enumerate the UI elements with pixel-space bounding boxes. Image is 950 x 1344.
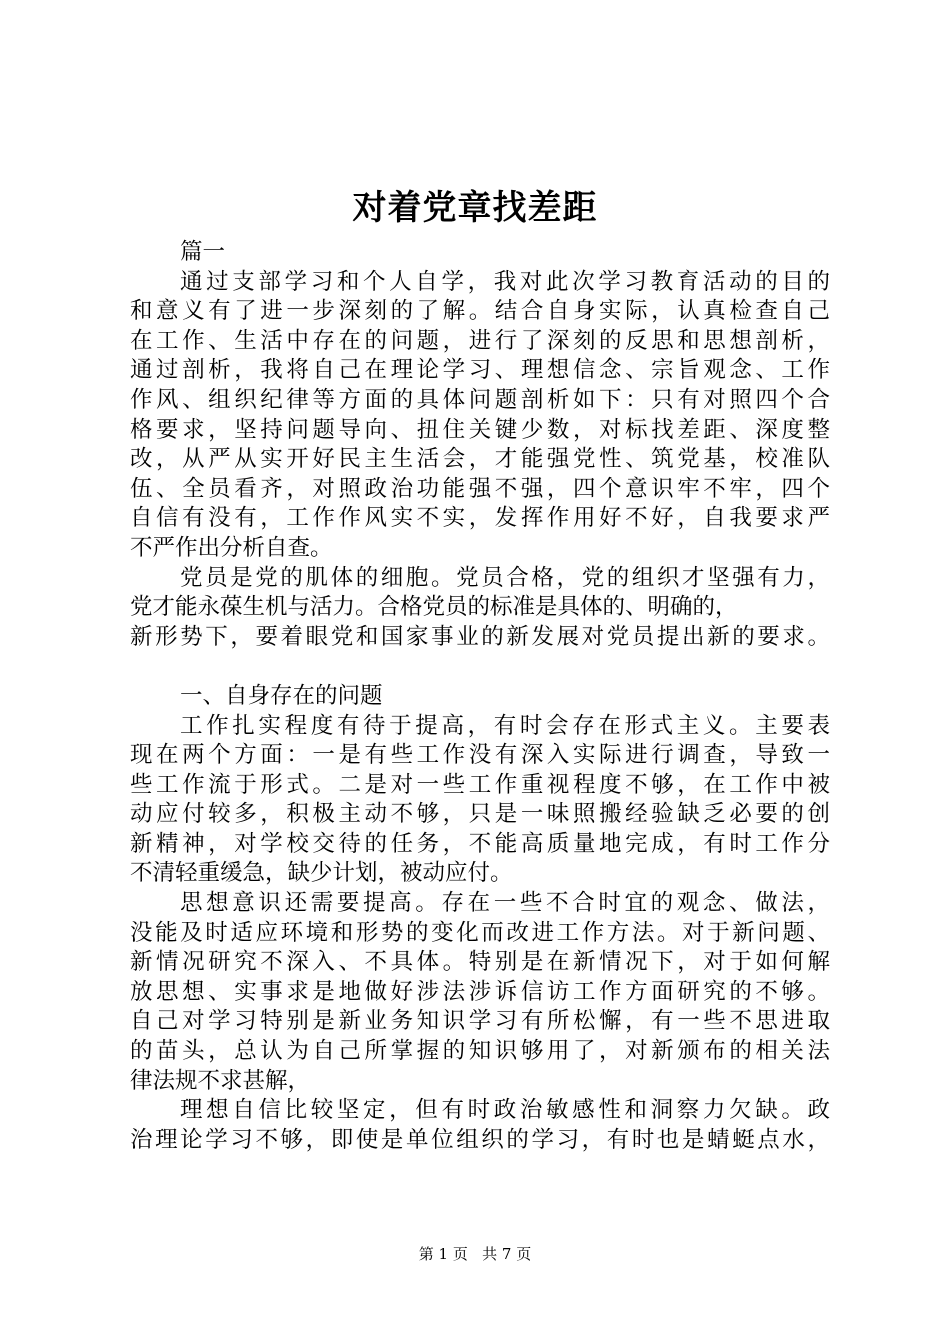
- blank-line: [130, 652, 830, 682]
- text-line: 伍、全员看齐，对照政治功能强不强，四个意识牢不牢，四个: [130, 475, 830, 502]
- text-line: 通过支部学习和个人自学，我对此次学习教育活动的目的: [180, 268, 830, 295]
- text-line: 现在两个方面：一是有些工作没有深入实际进行调查，导致一: [130, 742, 830, 769]
- page-number-label: 第 1 页 共 7 页: [418, 1245, 532, 1263]
- text-line: 自己对学习特别是新业务知识学习有所松懈，有一些不思进取: [130, 1008, 830, 1035]
- page-footer: [0, 1243, 950, 1265]
- text-line: 新情况研究不深入、不具体。特别是在新情况下，对于如何解: [130, 949, 830, 976]
- text-line: 党才能永葆生机与活力。合格党员的标准是具体的、明确的，: [130, 594, 738, 621]
- text-line: 不严作出分析自查。: [130, 534, 333, 561]
- text-line: 没能及时适应环境和形势的变化而改进工作方法。对于新问题、: [130, 919, 830, 946]
- document-body: [130, 238, 830, 1155]
- text-line: 不清轻重缓急，缺少计划，被动应付。: [130, 860, 513, 887]
- text-line: 工作扎实程度有待于提高，有时会存在形式主义。主要表: [180, 712, 830, 739]
- text-line: 篇一: [180, 239, 226, 265]
- text-line: 思想意识还需要提高。存在一些不合时宜的观念、做法，: [180, 890, 830, 917]
- text-line: 和意义有了进一步深刻的了解。结合自身实际，认真检查自己: [130, 298, 830, 325]
- document-title: 对着党章找差距: [352, 188, 598, 228]
- text-line: 新形势下，要着眼党和国家事业的新发展对党员提出新的要求。: [130, 623, 830, 650]
- text-line: 在工作、生活中存在的问题，进行了深刻的反思和思想剖析，: [130, 327, 830, 354]
- text-line: 通过剖析，我将自己在理论学习、理想信念、宗旨观念、工作: [130, 357, 830, 384]
- text-line: 格要求，坚持问题导向、扭住关键少数，对标找差距、深度整: [130, 416, 830, 443]
- text-line: 作风、组织纪律等方面的具体问题剖析如下：只有对照四个合: [130, 386, 830, 413]
- text-line: 新精神，对学校交待的任务，不能高质量地完成，有时工作分: [130, 830, 830, 857]
- text-line: 些工作流于形式。二是对一些工作重视程度不够，在工作中被: [130, 771, 830, 798]
- text-line: 治理论学习不够，即使是单位组织的学习，有时也是蜻蜓点水，: [130, 1126, 830, 1153]
- text-line: 自信有没有，工作作风实不实，发挥作用好不好，自我要求严: [130, 505, 830, 532]
- text-line: 一、自身存在的问题: [180, 682, 383, 709]
- text-line: 改，从严从实开好民主生活会，才能强党性、筑党基，校准队: [130, 446, 830, 473]
- text-line: 放思想、实事求是地做好涉法涉诉信访工作方面研究的不够。: [130, 978, 830, 1005]
- text-line: 律法规不求甚解，: [130, 1067, 311, 1094]
- text-line: 党员是党的肌体的细胞。党员合格，党的组织才坚强有力，: [180, 564, 830, 591]
- text-line: 理想自信比较坚定，但有时政治敏感性和洞察力欠缺。政: [180, 1097, 830, 1124]
- text-line: 动应付较多，积极主动不够，只是一味照搬经验缺乏必要的创: [130, 801, 830, 828]
- text-line: 的苗头，总认为自己所掌握的知识够用了，对新颁布的相关法: [130, 1038, 830, 1065]
